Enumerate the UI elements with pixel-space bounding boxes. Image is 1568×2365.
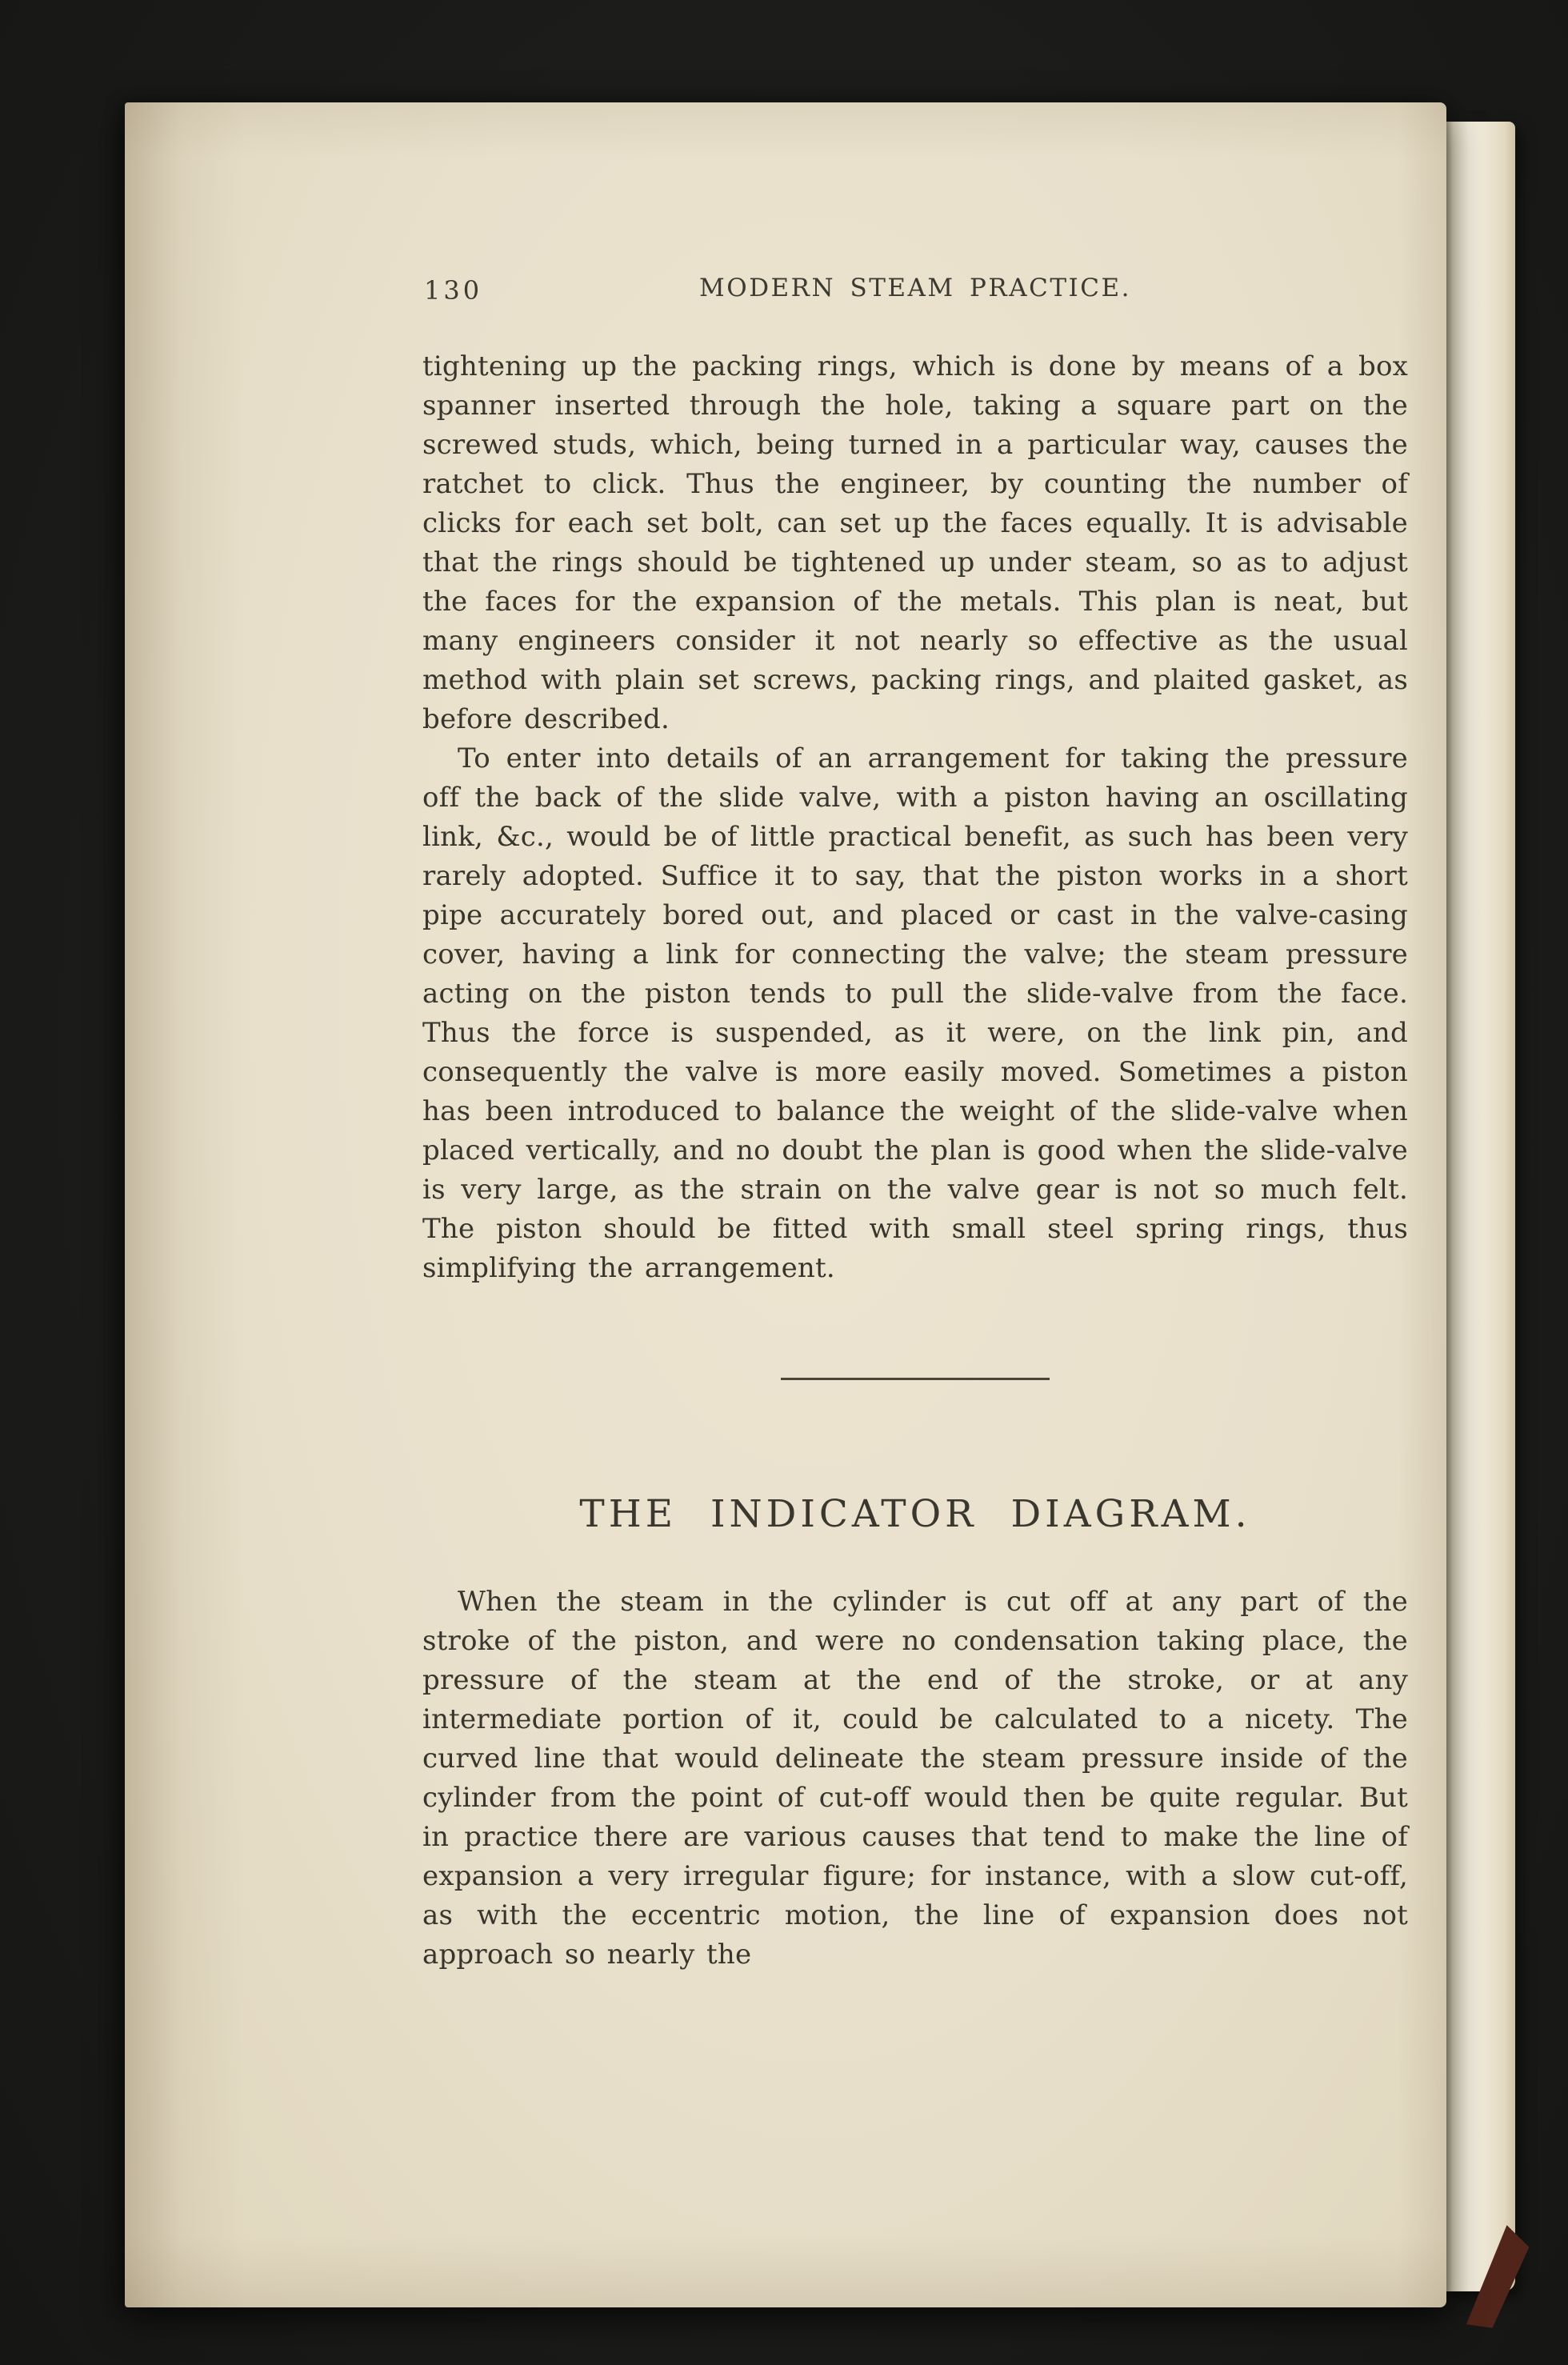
section-heading: THE INDICATOR DIAGRAM. [579, 1492, 1251, 1536]
section-divider [781, 1378, 1050, 1380]
page-number: 130 [424, 275, 483, 306]
text-block [422, 102, 1408, 1975]
paragraph-packing-rings: tightening up the packing rings, which is done by means of a box spanner inserted through the hole, taking a square part on the screwed studs, which, being turned in a particular way, causes the ratchet to click. Thus the engineer, by counting the number of clicks for each set bolt, can set up the faces equally. It is advisable that the rings should be tightened up under steam, so as to adjust the faces for the expansion of the metals. This plan is neat, but many engineers consider it not nearly so effective as the usual method with plain set screws, packing rings, and plaited gasket, as before described. [422, 350, 1408, 735]
adjacent-page-fore-edge [1445, 122, 1515, 2291]
running-header [422, 274, 1408, 306]
book-page [125, 102, 1446, 2307]
paragraph-slide-valve: To enter into details of an arrangement for taking the pressure off the back of the slide valve, with a piston having an oscillating link, &c., would be of little practical benefit, as such has been very rarely adopted. Suffice it to say, that the piston works in a short pipe accurately bored out, and placed or cast in the valve-casing cover, having a link for connecting the valve; the steam pressure acting on the piston tends to pull the slide-valve from the face. Thus the force is suspended, as it were, on the link pin, and consequently the valve is more easily moved. Sometimes a piston has been introduced to balance the weight of the slide-valve when placed vertically, and no doubt the plan is good when the slide-valve is very large, as the strain on the valve gear is not so much felt. The piston should be fitted with small steel spring rings, thus simplifying the arrangement. [422, 742, 1408, 1284]
running-title: MODERN STEAM PRACTICE. [699, 274, 1131, 302]
paragraph-indicator-diagram: When the steam in the cylinder is cut off at any part of the stroke of the piston, and were no condensation taking place, the pressure of the steam at the end of the stroke, or at any intermediate portion of it, could be calculated to a nicety. The curved line that would delineate the steam pressure inside of the cylinder from the point of cut-off would then be quite regular. But in practice there are various causes that tend to make the line of expansion a very irregular figure; for instance, with a slow cut-off, as with the eccentric motion, the line of expansion does not approach so nearly the [422, 1586, 1408, 1971]
